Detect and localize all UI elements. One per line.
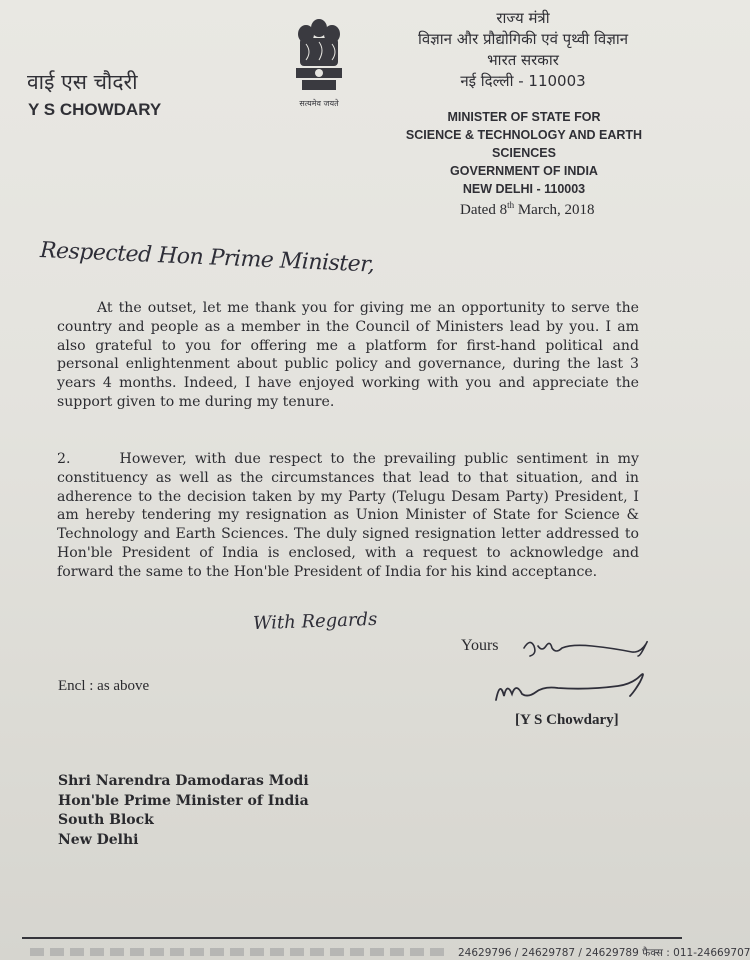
- closing-handwritten: With Regards: [252, 608, 378, 635]
- salutation-handwritten: Respected Hon Prime Minister,: [39, 238, 375, 278]
- sender-name-english: Y S CHOWDARY: [28, 100, 162, 119]
- body-paragraph-1: At the outset, let me thank you for giving me an opportunity to serve the country and people as a member in the Council of Ministers lead by you. I am also grateful to you for offering me a platform for first-hand political and personal enlightenment about public policy and governance, during the last 3 years 4 months. Indeed, I have enjoyed working with you and appreciate the support given to me during my tenure.: [57, 300, 639, 410]
- national-emblem-icon: [288, 14, 350, 116]
- footer-contact: 24629796 / 24629787 / 24629789 फैक्स : 011-24669707: [458, 947, 750, 959]
- body-paragraph-2: 2. However, with due respect to the prevailing public sentiment in my constituency as well as the circumstances that lead to that situation, and in adherence to the decision taken by my Party (Telugu Desam Party) President, I am hereby tendering my resignation as Union Minister of State for Science & Technology and Earth Sciences. The duly signed resignation letter addressed to Hon'ble President of India is enclosed, with a request to acknowledge and forward the same to the Hon'ble President of India for his kind acceptance.: [57, 451, 644, 580]
- signature-icon: [492, 670, 662, 708]
- sincerely-scribble-icon: [518, 630, 658, 664]
- ministry-english-line: SCIENCE & TECHNOLOGY AND EARTH SCIENCES: [405, 128, 643, 160]
- enclosure-note: Encl : as above: [58, 678, 150, 694]
- letter-date: [460, 200, 595, 219]
- ministry-english-line: MINISTER OF STATE FOR: [447, 110, 601, 124]
- date-prefix: Dated 8: [460, 202, 508, 218]
- addressee-block: [58, 772, 309, 850]
- ministry-hindi-line: राज्य मंत्री: [496, 9, 550, 27]
- ministry-english-line: GOVERNMENT OF INDIA: [450, 164, 598, 178]
- ministry-hindi-line: नई दिल्ली - 110003: [460, 72, 586, 90]
- sender-name-hindi: वाई एस चौदरी: [27, 70, 138, 94]
- ministry-english-line: NEW DELHI - 110003: [462, 182, 586, 196]
- ministry-hindi-line: भारत सरकार: [487, 51, 559, 69]
- footer-illegible-text: [30, 948, 450, 956]
- emblem-motto: सत्यमेव जयते: [299, 99, 339, 108]
- addressee-line: Shri Narendra Damodaras Modi: [58, 773, 309, 789]
- yours-label: Yours: [461, 637, 499, 654]
- date-rest: March, 2018: [514, 202, 595, 218]
- addressee-line: Hon'ble Prime Minister of India: [58, 792, 309, 809]
- signer-name: [Y S Chowdary]: [515, 712, 619, 728]
- addressee-line: South Block: [58, 812, 154, 828]
- ministry-block-hindi: [378, 8, 668, 92]
- ministry-block-english: [376, 108, 672, 198]
- ministry-hindi-line: विज्ञान और प्रौद्योगिकी एवं पृथ्वी विज्ञान: [417, 30, 629, 48]
- addressee-line: New Delhi: [58, 831, 139, 848]
- date-suffix: th: [507, 200, 515, 210]
- footer-rule: [22, 937, 682, 939]
